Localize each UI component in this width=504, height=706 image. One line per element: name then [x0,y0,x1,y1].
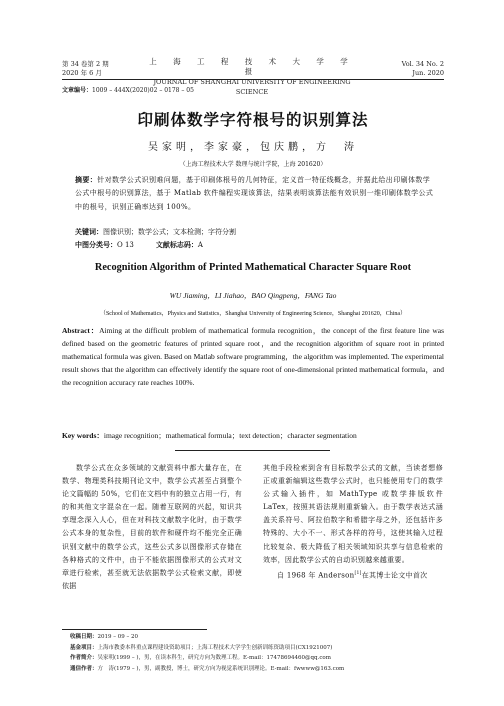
title-cn: 印刷体数学字符根号的识别算法 [137,111,369,129]
body-column-left [62,462,242,593]
authors-cn: 吴家明，李家豪，包庆鹏，方 涛 [148,142,358,153]
header-issue [62,60,109,78]
abstract-cn-text: 针对数学公式识别难问题，基于印刷体根号的几何特征，定义首一特征线概念，并据此给出印刷体数学公式中根号的识别算法，基于 Matlab 软件编程实现该算法，结果表明该算法能有效识别一维印刷体数学公式中的根号，识别正确率达到 100%。 [75,176,434,211]
article-number-value: 1009 – 444X(2020)02 – 0178 – 05 [92,87,194,94]
footnote-corresponding [70,664,450,675]
footnote-rule [62,629,207,630]
keywords-cn-text: 图像识别；数学公式；文本检测；字符分割 [103,228,236,236]
citation-ref: [1] [354,570,362,576]
fund-text: 上海市教委本科重点课程建设资助项目；上海工程技术大学学生创新训练资助项目(CX1921007) [97,644,333,651]
keywords-cn-label: 关键词： [75,228,103,236]
class-label: 中图分类号： [75,241,117,249]
abstract-cn [75,174,435,214]
corresponding-label: 通信作者： [70,666,98,673]
abstract-en-text: Aiming at the difficult problem of mathematical formula recognition，the concept of the first feature line was defined based on the geometric features of printed square root，and the recognition algorithm of square root in printed mathematical formula was given. Based on Matlab software programming，the algorithm was implemented. The experimental result shows that the algorithm can effectively identify the square root of one-dimensional printed mathematical formula，and the recognition accuracy rate reaches 100%. [62,326,444,388]
received-label: 收稿日期： [70,634,98,640]
author-bio-text: 吴家明(1999 – )，男，在读本科生，研究方向为数理工程。E-mail：17478694460@qq.com [97,655,331,662]
body-paragraph: 数学公式在众多领域的文献资料中都大量存在，在数学、物理类科技期刊论文中，数学公式甚至占到整个论文篇幅的 50%，它们在文档中有的独立占用一行，有的和其他文字混杂在一起。随着互联网的兴起，知识共享理念深入人心，但在对科技文献数字化时，由于数学公式本身的复杂性，目前的软件和硬件均不能完全正确识别文献中的数学公式，这些公式多以图像形式存储在各种格式的文件中，由于不能依据图像形式的公式对文章进行检索，甚至就无法依据数学公式检索文献，即使依据 [62,464,242,590]
doc-code-value: A [197,241,203,249]
affiliation-cn: （上海工程技术大学 数理与统计学院，上海 201620） [179,161,327,168]
header-volume-en [402,60,444,78]
article-number [62,85,194,94]
body-column-right [263,462,443,582]
keywords-en-label: Key words： [62,431,104,440]
doc-code-label: 文献标志码： [155,241,198,249]
body-text: 在其博士论文中首次 [361,571,428,580]
affiliation-en: （School of Mathematics，Physics and Statistics，Shanghai University of Engineering Science，Shanghai 201620，China） [99,311,407,317]
header-volume-issue: 第 34 卷第 2 期 [62,60,109,68]
article-number-label: 文章编号： [62,87,93,94]
header-vol-no: Vol. 34 No. 2 [401,60,444,68]
footnote-author [70,653,450,664]
footnote-fund [70,643,450,654]
footnote-received [70,632,450,643]
body-paragraph: 其他手段检索到含有目标数学公式的文献，当读者想修正或重新编辑这些数学公式时，也只能使用专门的数学公式输入插件，如 MathType 或数学排版软件 LaTex，按照其语法规则重新输入。由于数学表达式涵盖关系符号、阿拉伯数字和希腊字母之外，还包括许多特殊的、大小不一、形式各样的符号，这使其输入过程比较复杂、极大降低了相关领域知识共享与信息检索的效率，因此数学公式的自动识别越来越重要。 [263,464,443,564]
section-divider [175,450,330,451]
abstract-en [62,324,444,389]
abstract-cn-label: 摘要： [75,176,98,184]
author-bio-label: 作者简介： [70,655,98,662]
header-date-en: Jun. 2020 [412,69,444,77]
title-en: Recognition Algorithm of Printed Mathematical Character Square Root [94,262,412,273]
footnotes [70,632,450,675]
classification-cn [75,240,203,250]
body-paragraph-intro [263,567,443,582]
header-rule [62,79,444,80]
journal-name-en: JOURNAL OF SHANGHAI UNIVERSITY OF ENGINEERING SCIENCE [153,78,351,96]
keywords-cn [75,227,236,237]
fund-label: 基金项目： [70,644,98,651]
body-text: 自 1968 年 Anderson [277,571,355,580]
authors-en: WU Jiaming，LI Jiahao，BAO Qingpeng，FANG Tao [169,291,337,300]
keywords-en [62,430,444,441]
header-date: 2020 年 6 月 [62,69,102,77]
abstract-en-label: Abstract： [62,326,100,335]
corresponding-text: 方 涛(1979 – )，男，副教授，博士，研究方向为视觉系统识别理论。E-mail：fwwww@163.com [97,666,345,673]
journal-name-cn: 上 海 工 程 技 术 大 学 学 报 [149,57,355,76]
class-value: O 13 [117,241,134,249]
received-date: 2019 – 09 – 20 [97,634,139,640]
keywords-en-text: image recognition；mathematical formula；text detection；character segmentation [103,431,357,440]
